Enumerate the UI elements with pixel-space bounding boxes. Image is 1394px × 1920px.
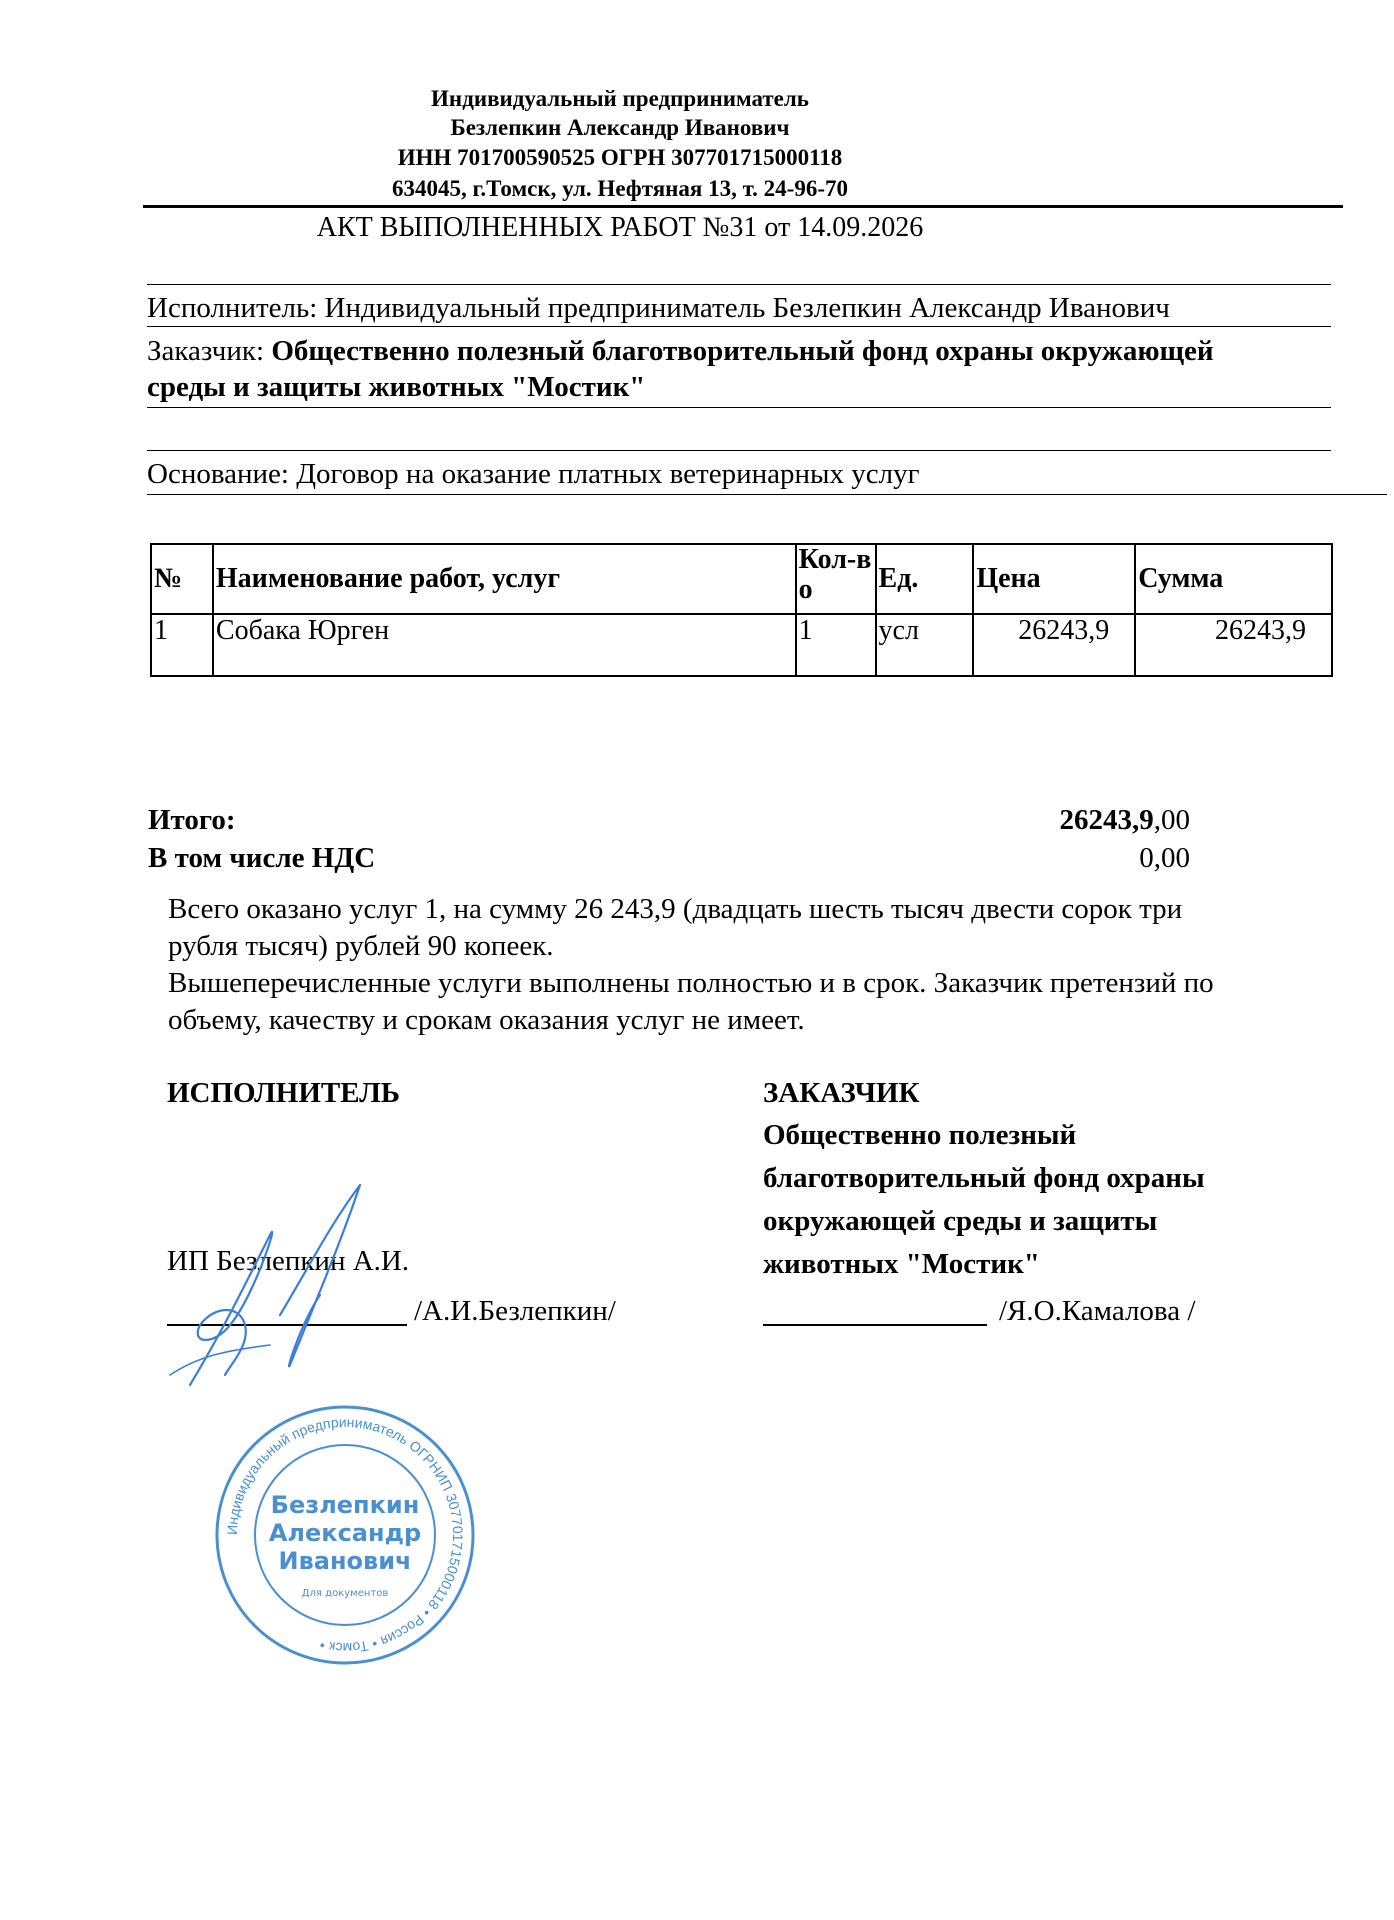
header-line-1: Индивидуальный предприниматель — [431, 86, 809, 111]
handwritten-signature — [160, 1175, 380, 1395]
col-header-number: № — [151, 544, 213, 614]
col-header-name: Наименование работ, услуг — [213, 544, 796, 614]
total-value — [1000, 801, 1190, 839]
col-header-sum: Сумма — [1135, 544, 1332, 614]
customer-value: Общественно полезный благотворительный фонд охраны окружающей — [271, 335, 1214, 367]
header-divider — [143, 205, 1343, 208]
table-header-row — [151, 544, 1332, 614]
summary-line-2: рубля тысяч) рублей 90 копеек. — [168, 930, 554, 962]
cell-price: 26243,9 — [973, 614, 1135, 676]
cell-sum: 26243,9 — [1135, 614, 1332, 676]
executor-row — [147, 290, 1170, 326]
basis-label: Основание: — [147, 458, 289, 490]
executor-label: Исполнитель: — [147, 292, 318, 324]
col-header-price: Цена — [973, 544, 1135, 614]
basis-row — [147, 456, 919, 492]
divider — [147, 284, 1331, 285]
cell-name: Собака Юрген — [213, 614, 796, 676]
customer-label: Заказчик: — [147, 335, 265, 367]
col-header-unit: Ед. — [876, 544, 974, 614]
document-title: АКТ ВЫПОЛНЕННЫХ РАБОТ №31 от 14.09.2026 — [316, 212, 924, 243]
basis-value: Договор на оказание платных ветеринарных услуг — [296, 458, 920, 490]
customer-sign-name: /Я.О.Камалова / — [999, 1295, 1196, 1327]
summary-line-1: Всего оказано услуг 1, на сумму 26 243,9 (двадцать шесть тысяч двести сорок три — [168, 893, 1183, 925]
summary-line-3: Вышеперечисленные услуги выполнены полностью и в срок. Заказчик претензий по — [168, 967, 1214, 999]
summary-line-4: объему, качеству и срокам оказания услуг не имеет. — [168, 1004, 805, 1036]
customer-row — [147, 333, 1347, 405]
executor-sign-name: /А.И.Безлепкин/ — [414, 1295, 616, 1327]
customer-heading: ЗАКАЗЧИК — [763, 1077, 920, 1109]
cell-qty: 1 — [796, 614, 876, 676]
divider — [147, 326, 1331, 327]
cell-number: 1 — [151, 614, 213, 676]
vat-value: 0,00 — [1139, 842, 1190, 874]
stamp-ring-text: Индивидуальный предприниматель ОГРНИП 307701715000118 • Россия • Томск • — [223, 1413, 467, 1657]
stamp-small-text: Для документов — [301, 1588, 389, 1599]
total-value-kopecks: ,00 — [1153, 804, 1190, 836]
customer-org-line-1: Общественно полезный — [763, 1119, 1077, 1151]
col-header-qty: Кол-во — [796, 544, 876, 614]
divider — [147, 494, 1387, 495]
customer-value-2: среды и защиты животных "Мостик" — [147, 371, 646, 403]
cell-unit: усл — [876, 614, 974, 676]
company-stamp — [210, 1400, 480, 1670]
executor-name: ИП Безлепкин А.И. — [167, 1245, 410, 1277]
customer-sign-line — [763, 1324, 987, 1326]
vat-label: В том числе НДС — [148, 842, 376, 874]
table-row — [151, 614, 1332, 676]
customer-org-line-4: животных "Мостик" — [763, 1248, 1040, 1280]
customer-org-line-3: окружающей среды и защиты — [763, 1205, 1158, 1237]
executor-value: Индивидуальный предприниматель Безлепкин Александр Иванович — [324, 292, 1170, 324]
items-table — [150, 543, 1333, 677]
header-line-2: Безлепкин Александр Иванович — [450, 115, 790, 140]
total-value-main: 26243,9 — [1059, 804, 1154, 836]
stamp-name-2: Александр — [268, 1519, 422, 1547]
stamp-name-3: Иванович — [278, 1547, 412, 1575]
customer-org-line-2: благотворительный фонд охраны — [763, 1162, 1205, 1194]
divider — [147, 450, 1331, 451]
executor-heading: ИСПОЛНИТЕЛЬ — [167, 1077, 400, 1109]
header-line-4: 634045, г.Томск, ул. Нефтяная 13, т. 24-96-70 — [392, 176, 848, 201]
divider — [147, 407, 1331, 408]
header-line-3: ИНН 701700590525 ОГРН 307701715000118 — [397, 145, 843, 170]
total-label: Итого: — [148, 804, 236, 836]
stamp-name-1: Безлепкин — [270, 1491, 420, 1519]
